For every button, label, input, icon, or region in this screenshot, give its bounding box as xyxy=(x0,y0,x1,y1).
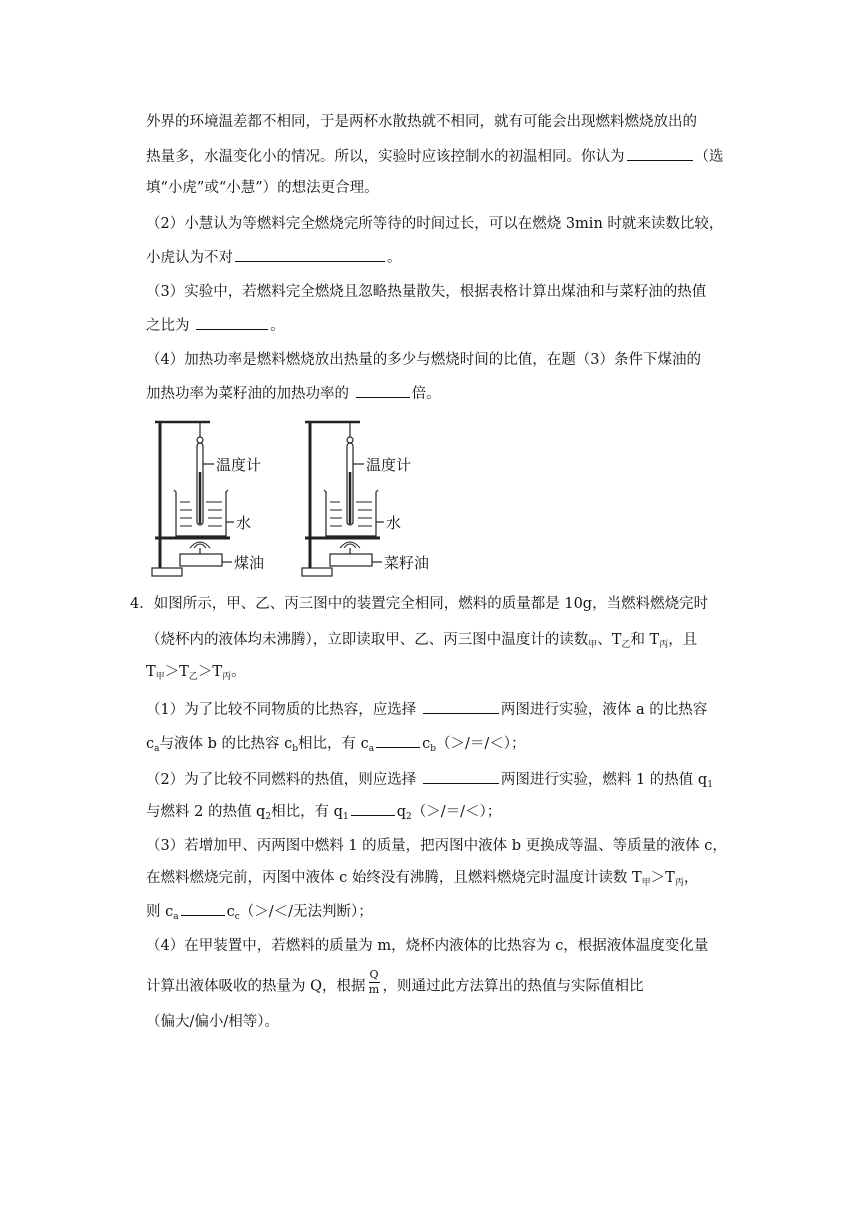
answer-blank[interactable] xyxy=(423,768,499,784)
q3-line-1: 外界的环境温差都不相同，于是两杯水散热就不相同，就有可能会出现燃料燃烧放出的 xyxy=(146,114,697,130)
q4-line-3: $T_甲>T_乙>T_丙$。 xyxy=(146,664,246,682)
right-fuel-label: 菜籽油 xyxy=(384,554,430,572)
q4-part4-line-1: （4）在甲装置中，若燃料的质量为 m，烧杯内液体的比热容为 c，根据液体温度变化量 xyxy=(146,938,709,954)
answer-blank[interactable] xyxy=(196,314,268,330)
answer-blank[interactable] xyxy=(235,246,385,262)
left-fuel-label: 煤油 xyxy=(234,554,265,572)
q4-part4-line-2: 计算出液体吸收的热量为 Q，根据 $\frac{Q}{m}$ ，则通过此方法算出的热值与实际值相比 xyxy=(146,968,644,996)
q4-part1-line-1: （1）为了比较不同物质的比热容，应选择 两图进行实验，液体 a 的比热容 xyxy=(146,698,707,720)
q3-part3-line-1: （3）实验中，若燃料完全燃烧且忽略热量散失，根据表格计算出煤油和与菜籽油的热值 xyxy=(146,284,707,300)
apparatus-figure xyxy=(150,412,450,582)
left-thermometer-label: 温度计 xyxy=(216,456,262,474)
q-over-m-fraction: $\frac{Q}{m}$ xyxy=(368,968,380,996)
q4-part3-line-1: （3）若增加甲、丙两图中燃料 1 的质量，把丙图中液体 b 更换成等温、等质量的液体 c， xyxy=(146,838,727,854)
q4-line-1: 4．如图所示，甲、乙、丙三图中的装置完全相同，燃料的质量都是 10g，当燃料燃烧完时 xyxy=(130,596,709,612)
left-apparatus xyxy=(152,422,234,576)
answer-blank[interactable] xyxy=(356,382,410,398)
answer-blank[interactable] xyxy=(351,800,395,816)
q3-part4-line-2: 加热功率为菜籽油的加热功率的 倍。 xyxy=(146,382,441,404)
q4-part2-line-1: （2）为了比较不同燃料的热值，则应选择 两图进行实验，燃料 1 的热值 $q_1$ xyxy=(146,768,713,795)
q3-part2-line-2: 小虎认为不对 。 xyxy=(146,246,402,268)
question-number: 4． xyxy=(130,596,154,612)
q4-part4-line-3: （偏大/偏小/相等）。 xyxy=(146,1014,280,1030)
q4-line-2: （烧杯内的液体均未沸腾），立即读取甲、乙、丙三图中温度计的读数$_甲$、$T_乙$和 $T_丙$，且 xyxy=(146,632,698,650)
q4-part3-line-3: 则 $c_a$ $c_c(>/</$无法判断）； xyxy=(146,900,373,927)
answer-blank[interactable] xyxy=(181,900,225,916)
right-apparatus xyxy=(302,422,384,576)
answer-blank[interactable] xyxy=(376,732,420,748)
q3-part4-line-1: （4）加热功率是燃料燃烧放出热量的多少与燃烧时间的比值，在题（3）条件下煤油的 xyxy=(146,352,701,368)
q3-line-2: 热量多，水温变化小的情况。所以，实验时应该控制水的初温相同。你认为 （选 xyxy=(146,145,724,167)
q4-part2-line-2: 与燃料 2 的热值 $q_2$相比，有 $q_1$ $q_2(>/=/<)$； xyxy=(146,800,501,827)
q3-part3-line-2: 之比为 。 xyxy=(146,314,285,336)
answer-blank[interactable] xyxy=(627,145,693,161)
q3-line-3: 填“小虎”或“小慧”）的想法更合理。 xyxy=(146,180,379,196)
q3-part2-line-1: （2）小慧认为等燃料完全燃烧完所等待的时间过长，可以在燃烧 3min 时就来读数比较， xyxy=(146,216,724,232)
q4-part3-line-2: 在燃料燃烧完前，丙图中液体 c 始终没有沸腾，且燃料燃烧完时温度计读数 $T_甲>T_丙$， xyxy=(146,870,699,888)
left-water-label: 水 xyxy=(236,514,252,532)
right-thermometer-label: 温度计 xyxy=(366,456,412,474)
q4-part1-line-2: $c_a$与液体 b 的比热容 $c_b$相比，有 $c_a$ $c_b(>/=/<)$； xyxy=(146,732,526,759)
answer-blank[interactable] xyxy=(423,698,499,714)
right-water-label: 水 xyxy=(386,514,402,532)
